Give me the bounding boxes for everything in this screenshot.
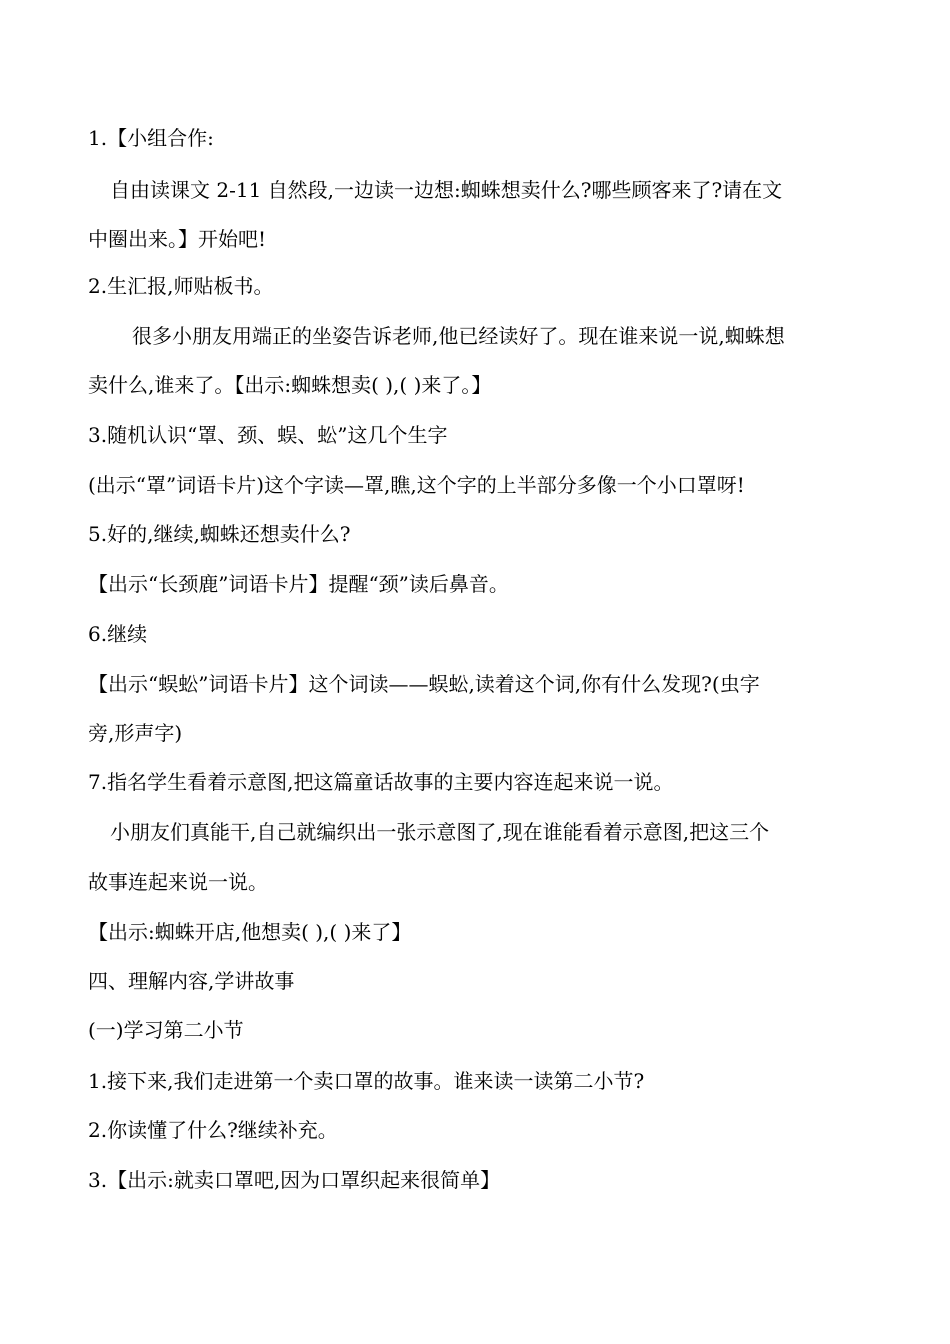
- text-line: (一)学习第二小节: [88, 1018, 244, 1042]
- text-line: 卖什么,谁来了。【出示:蜘蛛想卖( ),( )来了。】: [88, 373, 492, 397]
- text-line: 旁,形声字): [88, 721, 183, 745]
- text-line: 1.【小组合作:: [88, 126, 214, 150]
- text-line: 7.指名学生看着示意图,把这篇童话故事的主要内容连起来说一说。: [88, 770, 674, 794]
- text-line: (出示“罩”词语卡片)这个字读—罩,瞧,这个字的上半部分多像一个小口罩呀!: [88, 473, 745, 497]
- text-line: 故事连起来说一说。: [88, 870, 268, 894]
- text-line: 2.生汇报,师贴板书。: [88, 274, 274, 298]
- text-line: 3.【出示:就卖口罩吧,因为口罩织起来很简单】: [88, 1168, 501, 1192]
- text-line: 小朋友们真能干,自己就编织出一张示意图了,现在谁能看着示意图,把这三个: [110, 820, 770, 844]
- text-line: 【出示“蜈蚣”词语卡片】这个词读——蜈蚣,读着这个词,你有什么发现?(虫字: [88, 672, 760, 696]
- text-line: 自由读课文 2-11 自然段,一边读一边想:蜘蛛想卖什么?哪些顾客来了?请在文: [110, 178, 783, 202]
- text-line: 【出示“长颈鹿”词语卡片】提醒“颈”读后鼻音。: [88, 572, 509, 596]
- text-line: 【出示:蜘蛛开店,他想卖( ),( )来了】: [88, 920, 412, 944]
- text-line: 5.好的,继续,蜘蛛还想卖什么?: [88, 522, 351, 546]
- text-line: 6.继续: [88, 622, 148, 646]
- text-line: 中圈出来。】开始吧!: [88, 227, 267, 251]
- text-line: 四、理解内容,学讲故事: [88, 969, 295, 993]
- text-line: 1.接下来,我们走进第一个卖口罩的故事。谁来读一读第二小节?: [88, 1069, 645, 1093]
- text-line: 3.随机认识“罩、颈、蜈、蚣”这几个生字: [88, 423, 448, 447]
- text-line: 很多小朋友用端正的坐姿告诉老师,他已经读好了。现在谁来说一说,蜘蛛想: [132, 324, 785, 348]
- text-line: 2.你读懂了什么?继续补充。: [88, 1118, 338, 1142]
